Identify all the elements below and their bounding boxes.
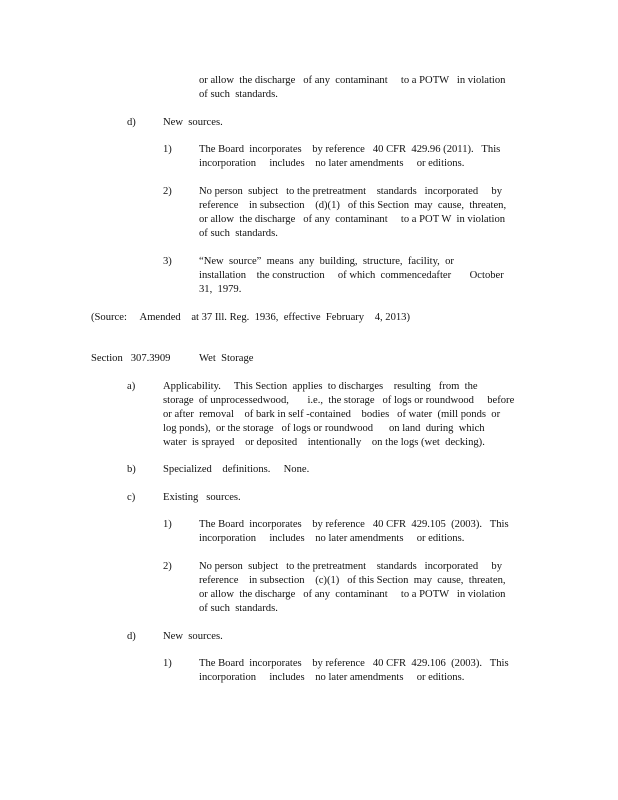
- item-line: The Board incorporates by reference 40 CFR 429.96 (2011). This: [199, 144, 501, 155]
- source-note: (Source: Amended at 37 Ill. Reg. 1936, effective February 4, 2013): [91, 312, 411, 323]
- subsection-label-d: d): [127, 631, 136, 642]
- subsection-line: Existing sources.: [163, 492, 241, 503]
- item-line: The Board incorporates by reference 40 CFR 429.105 (2003). This: [199, 519, 509, 530]
- subsection-label-c: c): [127, 492, 136, 503]
- subsection-heading-new-sources: New sources.: [163, 631, 223, 642]
- item-line: “New source” means any building, structure, facility, or: [199, 256, 454, 267]
- item-line: of such standards.: [199, 603, 278, 614]
- item-line: installation the construction of which commencedafter October: [199, 270, 504, 281]
- item-line: incorporation includes no later amendments or editions.: [199, 158, 465, 169]
- subsection-line: Applicability. This Section applies to discharges resulting from the: [163, 381, 478, 392]
- item-line: incorporation includes no later amendments or editions.: [199, 672, 465, 683]
- subsection-line: or after removal of bark in self -contained bodies of water (mill ponds or: [163, 409, 501, 420]
- continuation-line-1: or allow the discharge of any contaminant to a POTW in violation: [199, 75, 506, 86]
- continuation-line-2: of such standards.: [199, 89, 278, 100]
- item-line: No person subject to the pretreatment standards incorporated by: [199, 561, 503, 572]
- item-line: reference in subsection (d)(1) of this Section may cause, threaten,: [199, 200, 507, 211]
- subsection-label-d: d): [127, 117, 136, 128]
- item-line: 31, 1979.: [199, 284, 242, 295]
- item-number: 1): [163, 658, 172, 669]
- item-line: or allow the discharge of any contaminant to a POTW in violation: [199, 589, 506, 600]
- subsection-line: Specialized definitions. None.: [163, 464, 310, 475]
- subsection-line: log ponds), or the storage of logs or roundwood on land during which: [163, 423, 485, 434]
- item-number: 2): [163, 186, 172, 197]
- item-number: 3): [163, 256, 172, 267]
- item-line: or allow the discharge of any contaminant to a POT W in violation: [199, 214, 506, 225]
- item-line: reference in subsection (c)(1) of this Section may cause, threaten,: [199, 575, 506, 586]
- section-title: Wet Storage: [199, 353, 254, 364]
- item-number: 1): [163, 144, 172, 155]
- item-number: 2): [163, 561, 172, 572]
- item-line: No person subject to the pretreatment standards incorporated by: [199, 186, 503, 197]
- item-line: incorporation includes no later amendments or editions.: [199, 533, 465, 544]
- subsection-label-b: b): [127, 464, 136, 475]
- item-line: of such standards.: [199, 228, 278, 239]
- item-line: The Board incorporates by reference 40 CFR 429.106 (2003). This: [199, 658, 509, 669]
- item-number: 1): [163, 519, 172, 530]
- subsection-heading-new-sources: New sources.: [163, 117, 223, 128]
- subsection-line: water is sprayed or deposited intentionally on the logs (wet decking).: [163, 437, 485, 448]
- section-number: Section 307.3909: [91, 353, 171, 364]
- subsection-label-a: a): [127, 381, 136, 392]
- subsection-line: storage of unprocessedwood, i.e., the storage of logs or roundwood before: [163, 395, 515, 406]
